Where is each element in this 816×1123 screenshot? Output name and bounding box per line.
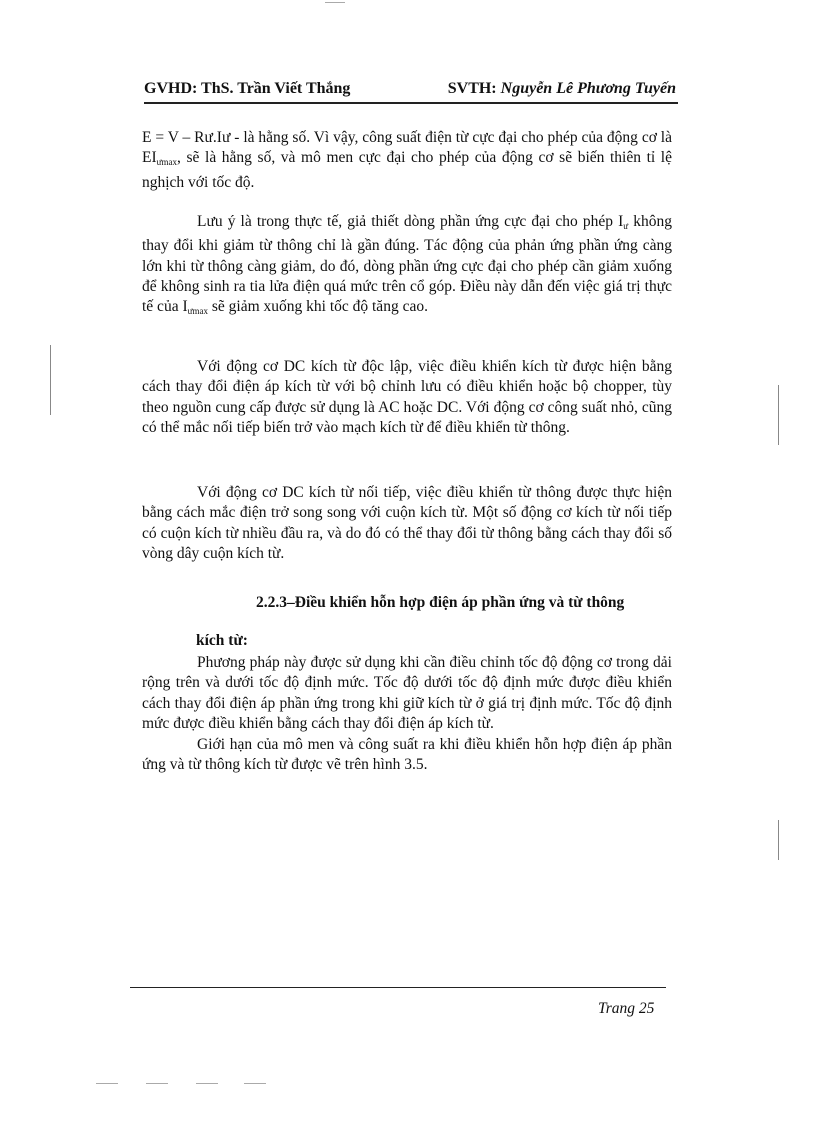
header-rule xyxy=(144,102,678,104)
scan-dash-3 xyxy=(196,1083,218,1084)
footer-rule xyxy=(130,987,666,988)
scan-dash-4 xyxy=(244,1083,266,1084)
scan-dash-2 xyxy=(146,1083,168,1084)
section-heading: 2.2.3–Điều khiển hỗn hợp điện áp phần ứng và từ thông xyxy=(256,594,625,611)
paragraph-5: Phương pháp này được sử dụng khi cần điều chỉnh tốc độ động cơ trong dải rộng trên và dưới tốc độ định mức. Tốc độ dưới tốc độ định mức được điều khiển cách thay đổi điện áp phần ứng trong khi giữ kích từ ở giá trị định mức. Tốc độ định mức được điều khiển bằng cách thay đổi điện áp kích từ. xyxy=(142,654,672,732)
paragraph-6: Giới hạn của mô men và công suất ra khi điều khiển hỗn hợp điện áp phần ứng và từ thông kích từ được vẽ trên hình 3.5. xyxy=(142,736,672,774)
scan-mark-right xyxy=(778,385,779,445)
header-supervisor: GVHD: ThS. Trần Viết Thắng xyxy=(144,80,351,97)
scan-mark-left xyxy=(50,345,51,415)
page-number: Trang 25 xyxy=(598,1000,655,1017)
scan-mark-right-2 xyxy=(778,820,779,860)
paragraph-1: E = V – Rư.Iư - là hằng số. Vì vậy, công suất điện từ cực đại cho phép của động cơ là $EI_{ưmax}$, sẽ là hằng số, và mô men cực đại cho phép của động cơ sẽ biến thiên tỉ lệ nghịch với tốc độ. xyxy=(142,129,672,191)
scan-dash-1 xyxy=(96,1083,118,1084)
section-heading-cont: kích từ: xyxy=(196,632,248,649)
paragraph-4: Với động cơ DC kích từ nối tiếp, việc điều khiển từ thông được thực hiện bằng cách mắc điện trở song song với cuộn kích từ. Một số động cơ kích từ nối tiếp có cuộn kích từ nhiều đầu ra, và do đó có thể thay đổi từ thông bằng cách thay đổi số vòng dây cuộn kích từ. xyxy=(142,484,672,562)
paragraph-3: Với động cơ DC kích từ độc lập, việc điều khiển kích từ được hiện bằng cách thay đổi điện áp kích từ với bộ chỉnh lưu có điều khiển hoặc bộ chopper, tùy theo nguồn cung cấp được sử dụng là AC hoặc DC. Với động cơ công suất nhỏ, cũng có thể mắc nối tiếp biến trở vào mạch kích từ để điều khiển từ thông. xyxy=(142,358,672,436)
header-student: SVTH: Nguyễn Lê Phương Tuyến xyxy=(447,80,676,97)
scan-mark-top xyxy=(325,2,345,3)
paragraph-2: Lưu ý là trong thực tế, giả thiết dòng phần ứng cực đại cho phép $I_ư$ không thay đổi khi giảm từ thông chỉ là gần đúng. Tác động của phản ứng phần ứng càng lớn khi từ thông càng giảm, do đó, dòng phần ứng cực đại cho phép cần giảm xuống để không sinh ra tia lửa điện quá mức trên cổ góp. Điều này dẫn đến việc giá trị thực tế của $I_{ưmax}$ sẽ giảm xuống khi tốc độ tăng cao. xyxy=(142,213,672,317)
